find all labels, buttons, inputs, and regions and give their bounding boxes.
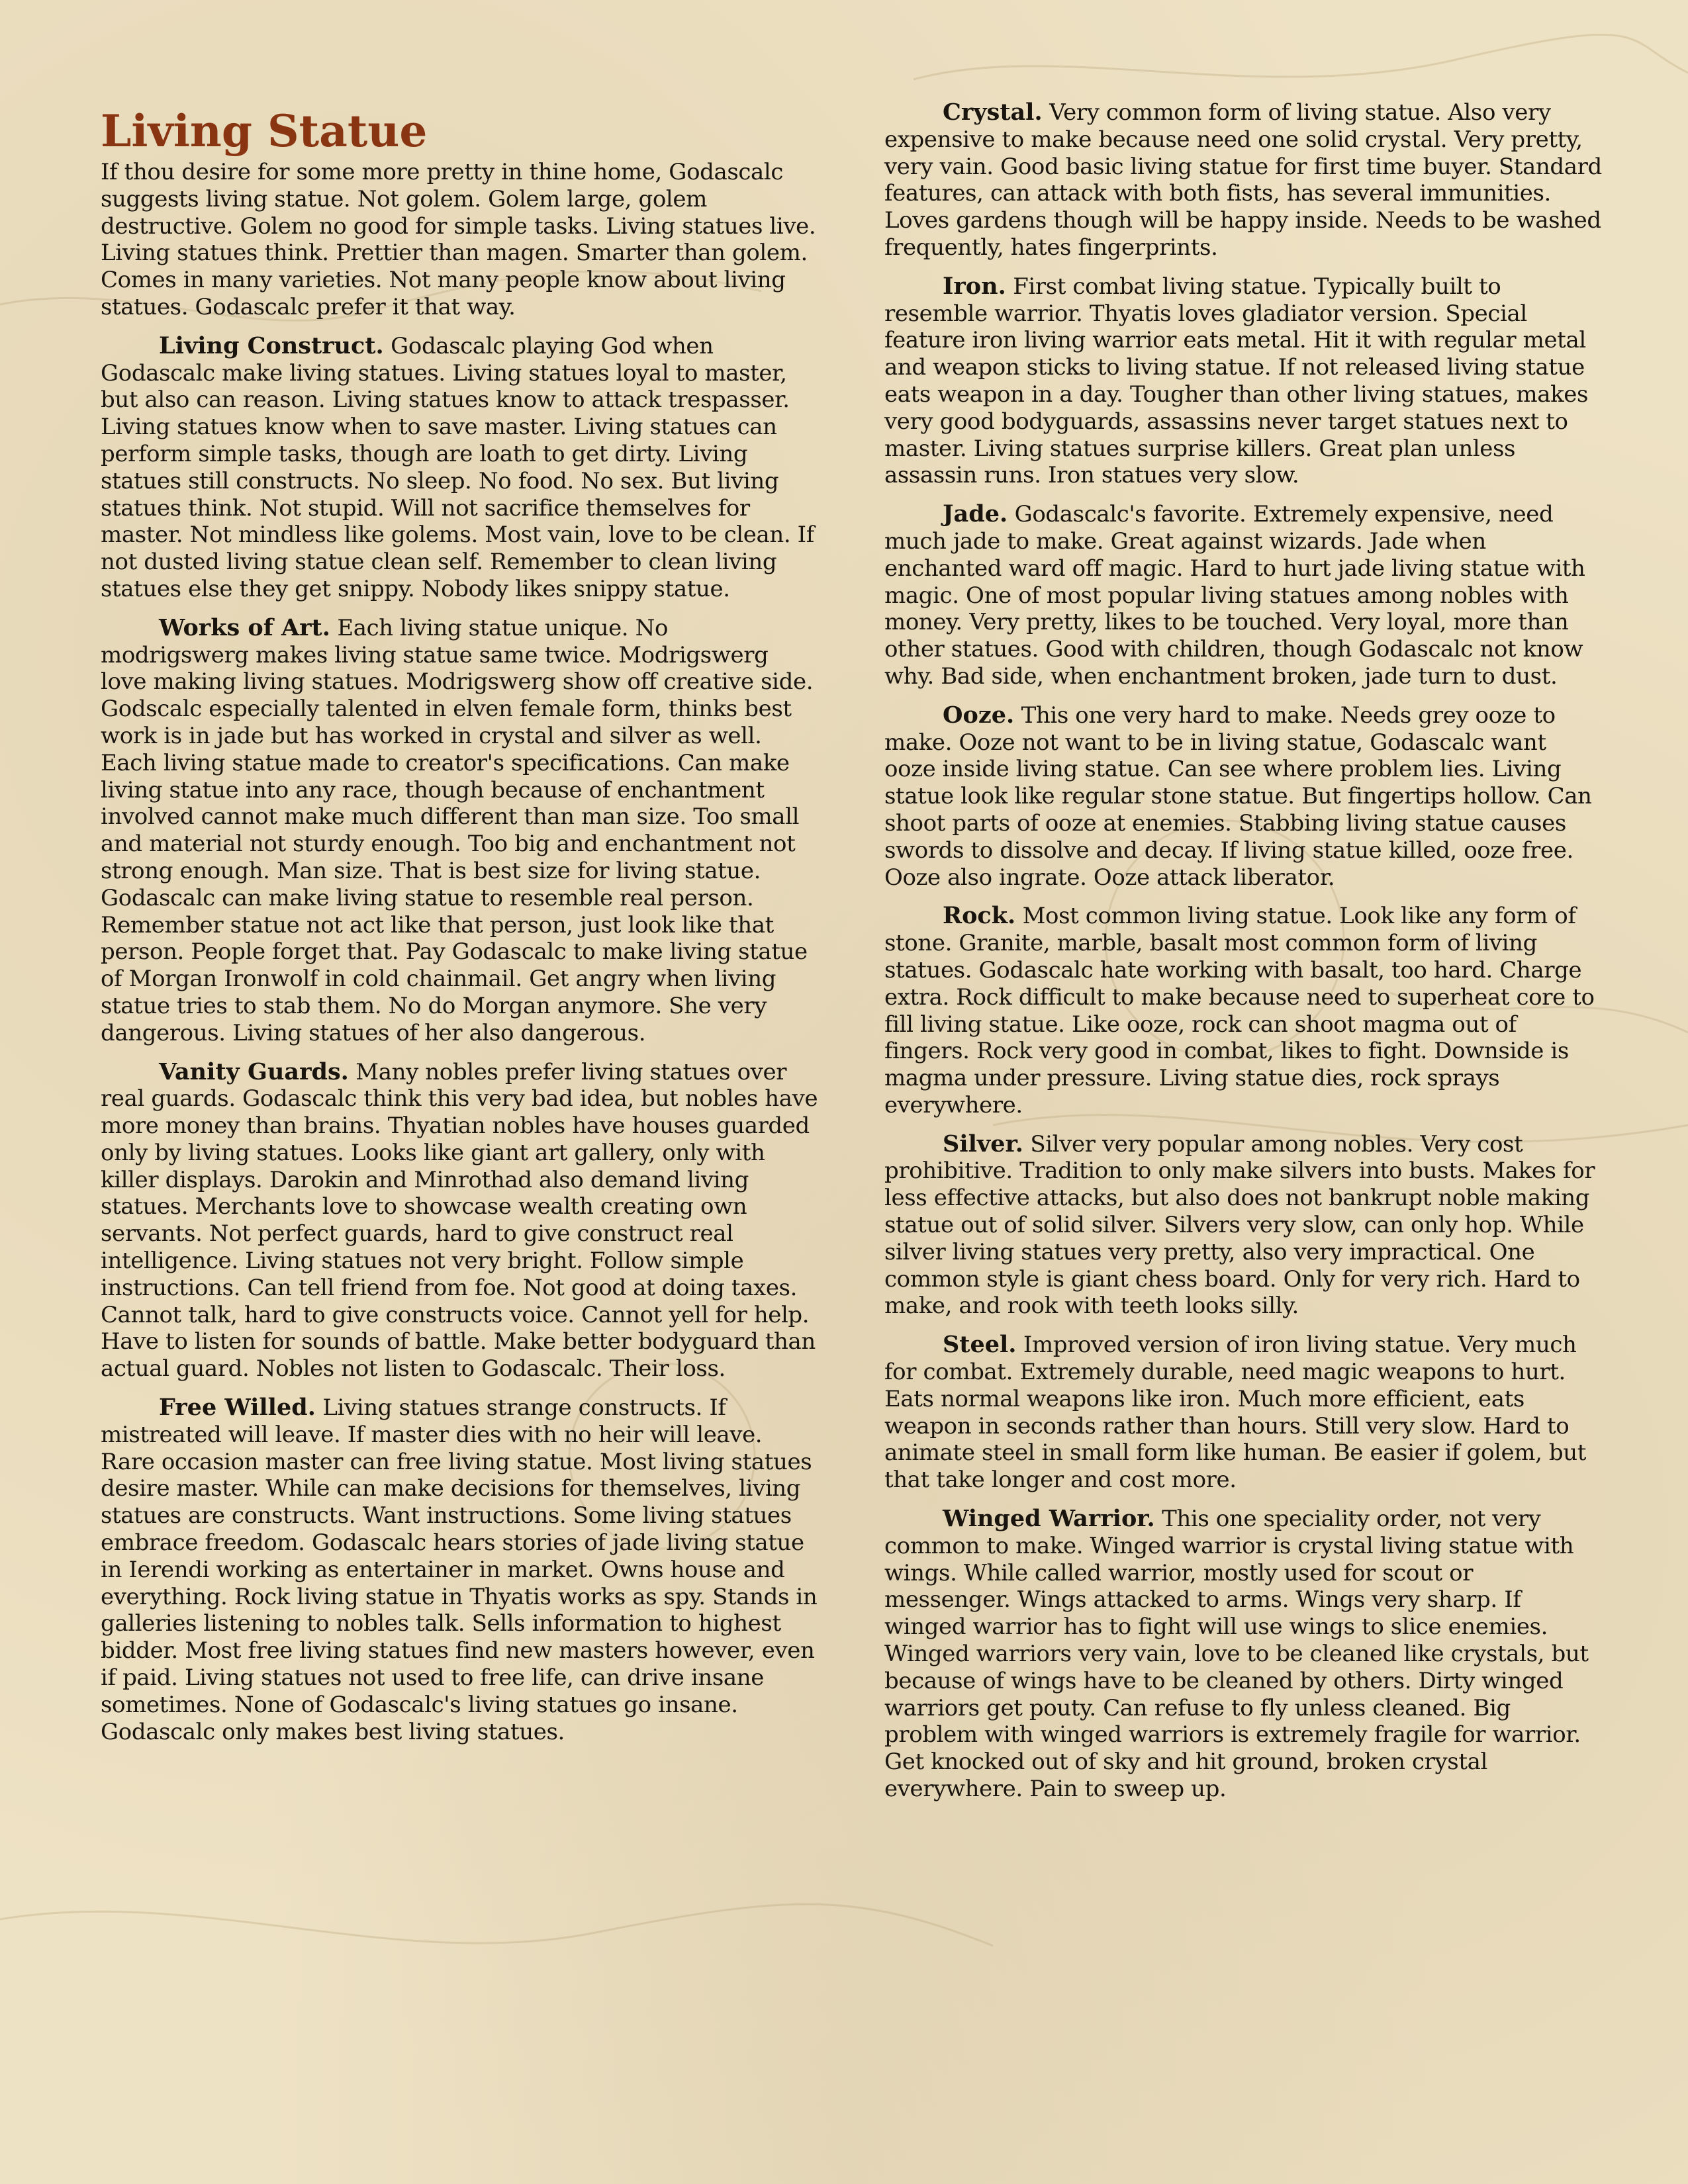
section-heading: Winged Warrior.	[943, 1505, 1155, 1533]
left-column	[101, 99, 819, 1757]
section-iron	[884, 273, 1603, 489]
section-crystal	[884, 99, 1603, 261]
page-title: Living Statue	[101, 105, 428, 157]
section-jade	[884, 501, 1603, 690]
right-column	[884, 99, 1603, 1815]
section-heading: Rock.	[943, 902, 1016, 930]
section-winged-warrior	[884, 1506, 1603, 1803]
section-free-willed	[101, 1394, 819, 1745]
section-text: Improved version of iron living statue. Very much for combat. Extremely durable, need magic weapons to hurt. Eats normal weapons like iron. Much more efficient, eats weapon in seconds rather than hours. Still very slow. Hard to animate steel in small form like human. Be easier if golem, but that take longer and cost more.	[884, 1332, 1587, 1494]
intro-paragraph: If thou desire for some more pretty in thine home, Godascalc suggests living statue. Not golem. Golem large, golem destructive. Golem no good for simple tasks. Living statues live. Living statues think. Prettier than magen. Smarter than golem. Comes in many varieties. Not many people know about living statues. Godascalc prefer it that way.	[101, 159, 816, 320]
section-heading: Free Willed.	[159, 1394, 316, 1422]
section-text: Most common living statue. Look like any form of stone. Granite, marble, basalt most common form of living statues. Godascalc hate working with basalt, too hard. Charge extra. Rock difficult to make because need to superheat core to fill living statue. Like ooze, rock can shoot magma out of fingers. Rock very good in combat, likes to fight. Downside is magma under pressure. Living statue dies, rock sprays everywhere.	[884, 903, 1595, 1118]
section-heading: Works of Art.	[159, 614, 330, 641]
section-text: Living statues strange constructs. If mistreated will leave. If master dies with no heir will leave. Rare occasion master can free living statue. Most living statues desire master. While can make decisions for themselves, living statues are constructs. Want instructions. Some living statues embrace freedom. Godascalc hears stories of jade living statue in Ierendi working as entertainer in market. Owns house and everything. Rock living statue in Thyatis works as spy. Stands in galleries listening to nobles talk. Sells information to highest bidder. Most free living statues find new masters however, even if paid. Living statues not used to free life, can drive insane sometimes. None of Godascalc's living statues go insane. Godascalc only makes best living statues.	[101, 1394, 818, 1745]
section-text: Many nobles prefer living statues over real guards. Godascalc think this very bad idea, but nobles have more money than brains. Thyatian nobles have houses guarded only by living statues. Looks like giant art gallery, only with killer displays. Darokin and Minrothad also demand living statues. Merchants love to showcase wealth creating own servants. Not perfect guards, hard to give construct real intelligence. Living statues not very bright. Follow simple instructions. Can tell friend from foe. Not good at doing taxes. Cannot talk, hard to give constructs voice. Cannot yell for help. Have to listen for sounds of battle. Make better bodyguard than actual guard. Nobles not listen to Godascalc. Their loss.	[101, 1058, 818, 1383]
section-works-of-art	[101, 615, 819, 1047]
section-text: Very common form of living statue. Also very expensive to make because need one solid crystal. Very pretty, very vain. Good basic living statue for first time buyer. Standard features, can attack with both fists, has several immunities. Loves gardens though will be happy inside. Needs to be washed frequently, hates fingerprints.	[884, 99, 1602, 261]
section-heading: Crystal.	[943, 99, 1043, 126]
section-heading: Silver.	[943, 1130, 1023, 1158]
section-text: Godascalc playing God when Godascalc make living statues. Living statues loyal to master, but also can reason. Living statues know to attack trespasser. Living statues know when to save master. Living statues can perform simple tasks, though are loath to get dirty. Living statues still constructs. No sleep. No food. No sex. But living statues think. Not stupid. Will not sacrifice themselves for master. Not mindless like golems. Most vain, love to be clean. If not dusted living statue clean self. Remember to clean living statues else they get snippy. Nobody likes snippy statue.	[101, 332, 814, 602]
section-text: First combat living statue. Typically built to resemble warrior. Thyatis loves gladiator version. Special feature iron living warrior eats metal. Hit it with regular metal and weapon sticks to living statue. If not released living statue eats weapon in a day. Tougher than other living statues, makes very good bodyguards, assassins never target statues next to master. Living statues surprise killers. Great plan unless assassin runs. Iron statues very slow.	[884, 273, 1589, 489]
section-text: Each living statue unique. No modrigswerg makes living statue same twice. Modrigswerg love making living statues. Modrigswerg show off creative side. Godscalc especially talented in elven female form, thinks best work is in jade but has worked in crystal and silver as well. Each living statue made to creator's specifications. Can make living statue into any race, though because of enchantment involved cannot make much different than man size. Too small and material not sturdy enough. Too big and enchantment not strong enough. Man size. That is best size for living statue. Godascalc can make living statue to resemble real person. Remember statue not act like that person, just look like that person. People forget that. Pay Godascalc to make living statue of Morgan Ironwolf in cold chainmail. Get angry when living statue tries to stab them. No do Morgan anymore. She very dangerous. Living statues of her also dangerous.	[101, 614, 814, 1046]
section-steel	[884, 1332, 1603, 1494]
section-ooze	[884, 702, 1603, 891]
section-text: This one speciality order, not very common to make. Winged warrior is crystal living statue with wings. While called warrior, mostly used for scout or messenger. Wings attacked to arms. Wings very sharp. If winged warrior has to fight will use wings to slice enemies. Winged warriors very vain, love to be cleaned like crystals, but because of wings have to be cleaned by others. Dirty winged warriors get pouty. Can refuse to fly unless cleaned. Big problem with winged warriors is extremely fragile for warrior. Get knocked out of sky and hit ground, broken crystal everywhere. Pain to sweep up.	[884, 1506, 1589, 1803]
section-heading: Vanity Guards.	[159, 1058, 349, 1085]
section-heading: Ooze.	[943, 701, 1015, 729]
section-heading: Iron.	[943, 272, 1006, 300]
section-text: Silver very popular among nobles. Very cost prohibitive. Tradition to only make silvers into busts. Makes for less effective attacks, but also does not bankrupt noble making statue out of solid silver. Silvers very slow, can only hop. While silver living statues very pretty, also very impractical. One common style is giant chess board. Only for very rich. Hard to make, and rook with teeth looks silly.	[884, 1130, 1595, 1320]
section-heading: Steel.	[943, 1331, 1017, 1359]
section-silver	[884, 1131, 1603, 1320]
section-text: This one very hard to make. Needs grey ooze to make. Ooze not want to be in living statue, Godascalc want ooze inside living statue. Can see where problem lies. Living statue look like regular stone statue. But fingertips hollow. Can shoot parts of ooze at enemies. Stabbing living statue causes swords to dissolve and decay. If living statue killed, ooze free. Ooze also ingrate. Ooze attack liberator.	[884, 702, 1592, 891]
section-rock	[884, 903, 1603, 1118]
section-heading: Living Construct.	[159, 332, 384, 359]
section-living-construct	[101, 333, 819, 603]
section-vanity-guards	[101, 1059, 819, 1383]
section-heading: Jade.	[943, 500, 1008, 528]
section-text: Godascalc's favorite. Extremely expensive, need much jade to make. Great against wizards. Jade when enchanted ward off magic. Hard to hurt jade living statue with magic. One of most popular living statues among nobles with money. Very pretty, likes to be touched. Very loyal, more than other statues. Good with children, though Godascalc not know why. Bad side, when enchantment broken, jade turn to dust.	[884, 501, 1585, 690]
